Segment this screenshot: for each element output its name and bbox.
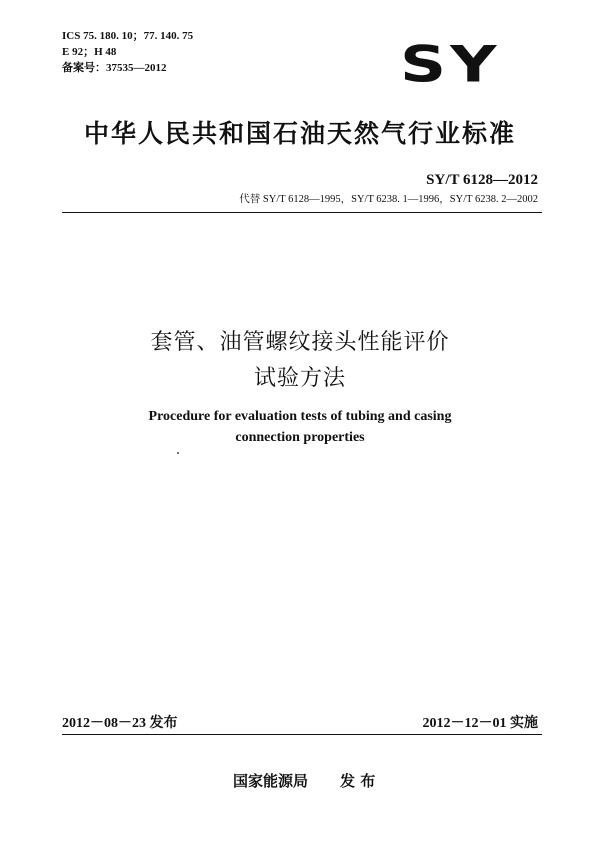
- implementation-date: 2012－12－01 实施: [422, 716, 538, 731]
- replaces-standards: 代替 SY/T 6128—1995，SY/T 6238. 1—1996，SY/T 6238. 2—2002: [239, 194, 538, 205]
- speck-mark: [177, 452, 179, 454]
- standard-category: 中华人民共和国石油天然气行业标准: [83, 119, 516, 148]
- record-number: 备案号：37535—2012: [62, 62, 167, 74]
- sy-logo: SY: [400, 36, 501, 94]
- title-cn-line2: 试验方法: [253, 366, 346, 391]
- title-cn-line1: 套管、油管螺纹接头性能评价: [150, 330, 450, 355]
- issue-date: 2012－08－23 发布: [62, 716, 178, 731]
- standard-code: SY/T 6128—2012: [426, 172, 538, 188]
- title-en-line1: Procedure for evaluation tests of tubing and casing: [148, 409, 452, 424]
- classification-code: E 92；H 48: [62, 46, 117, 58]
- ics-code: ICS 75. 180. 10；77. 140. 75: [62, 30, 194, 42]
- footer-divider: [62, 734, 542, 735]
- publisher-name: 国家能源局: [233, 772, 309, 790]
- publish-label: 发 布: [340, 772, 376, 790]
- title-en-line2: connection properties: [235, 430, 365, 445]
- header-divider: [62, 212, 542, 213]
